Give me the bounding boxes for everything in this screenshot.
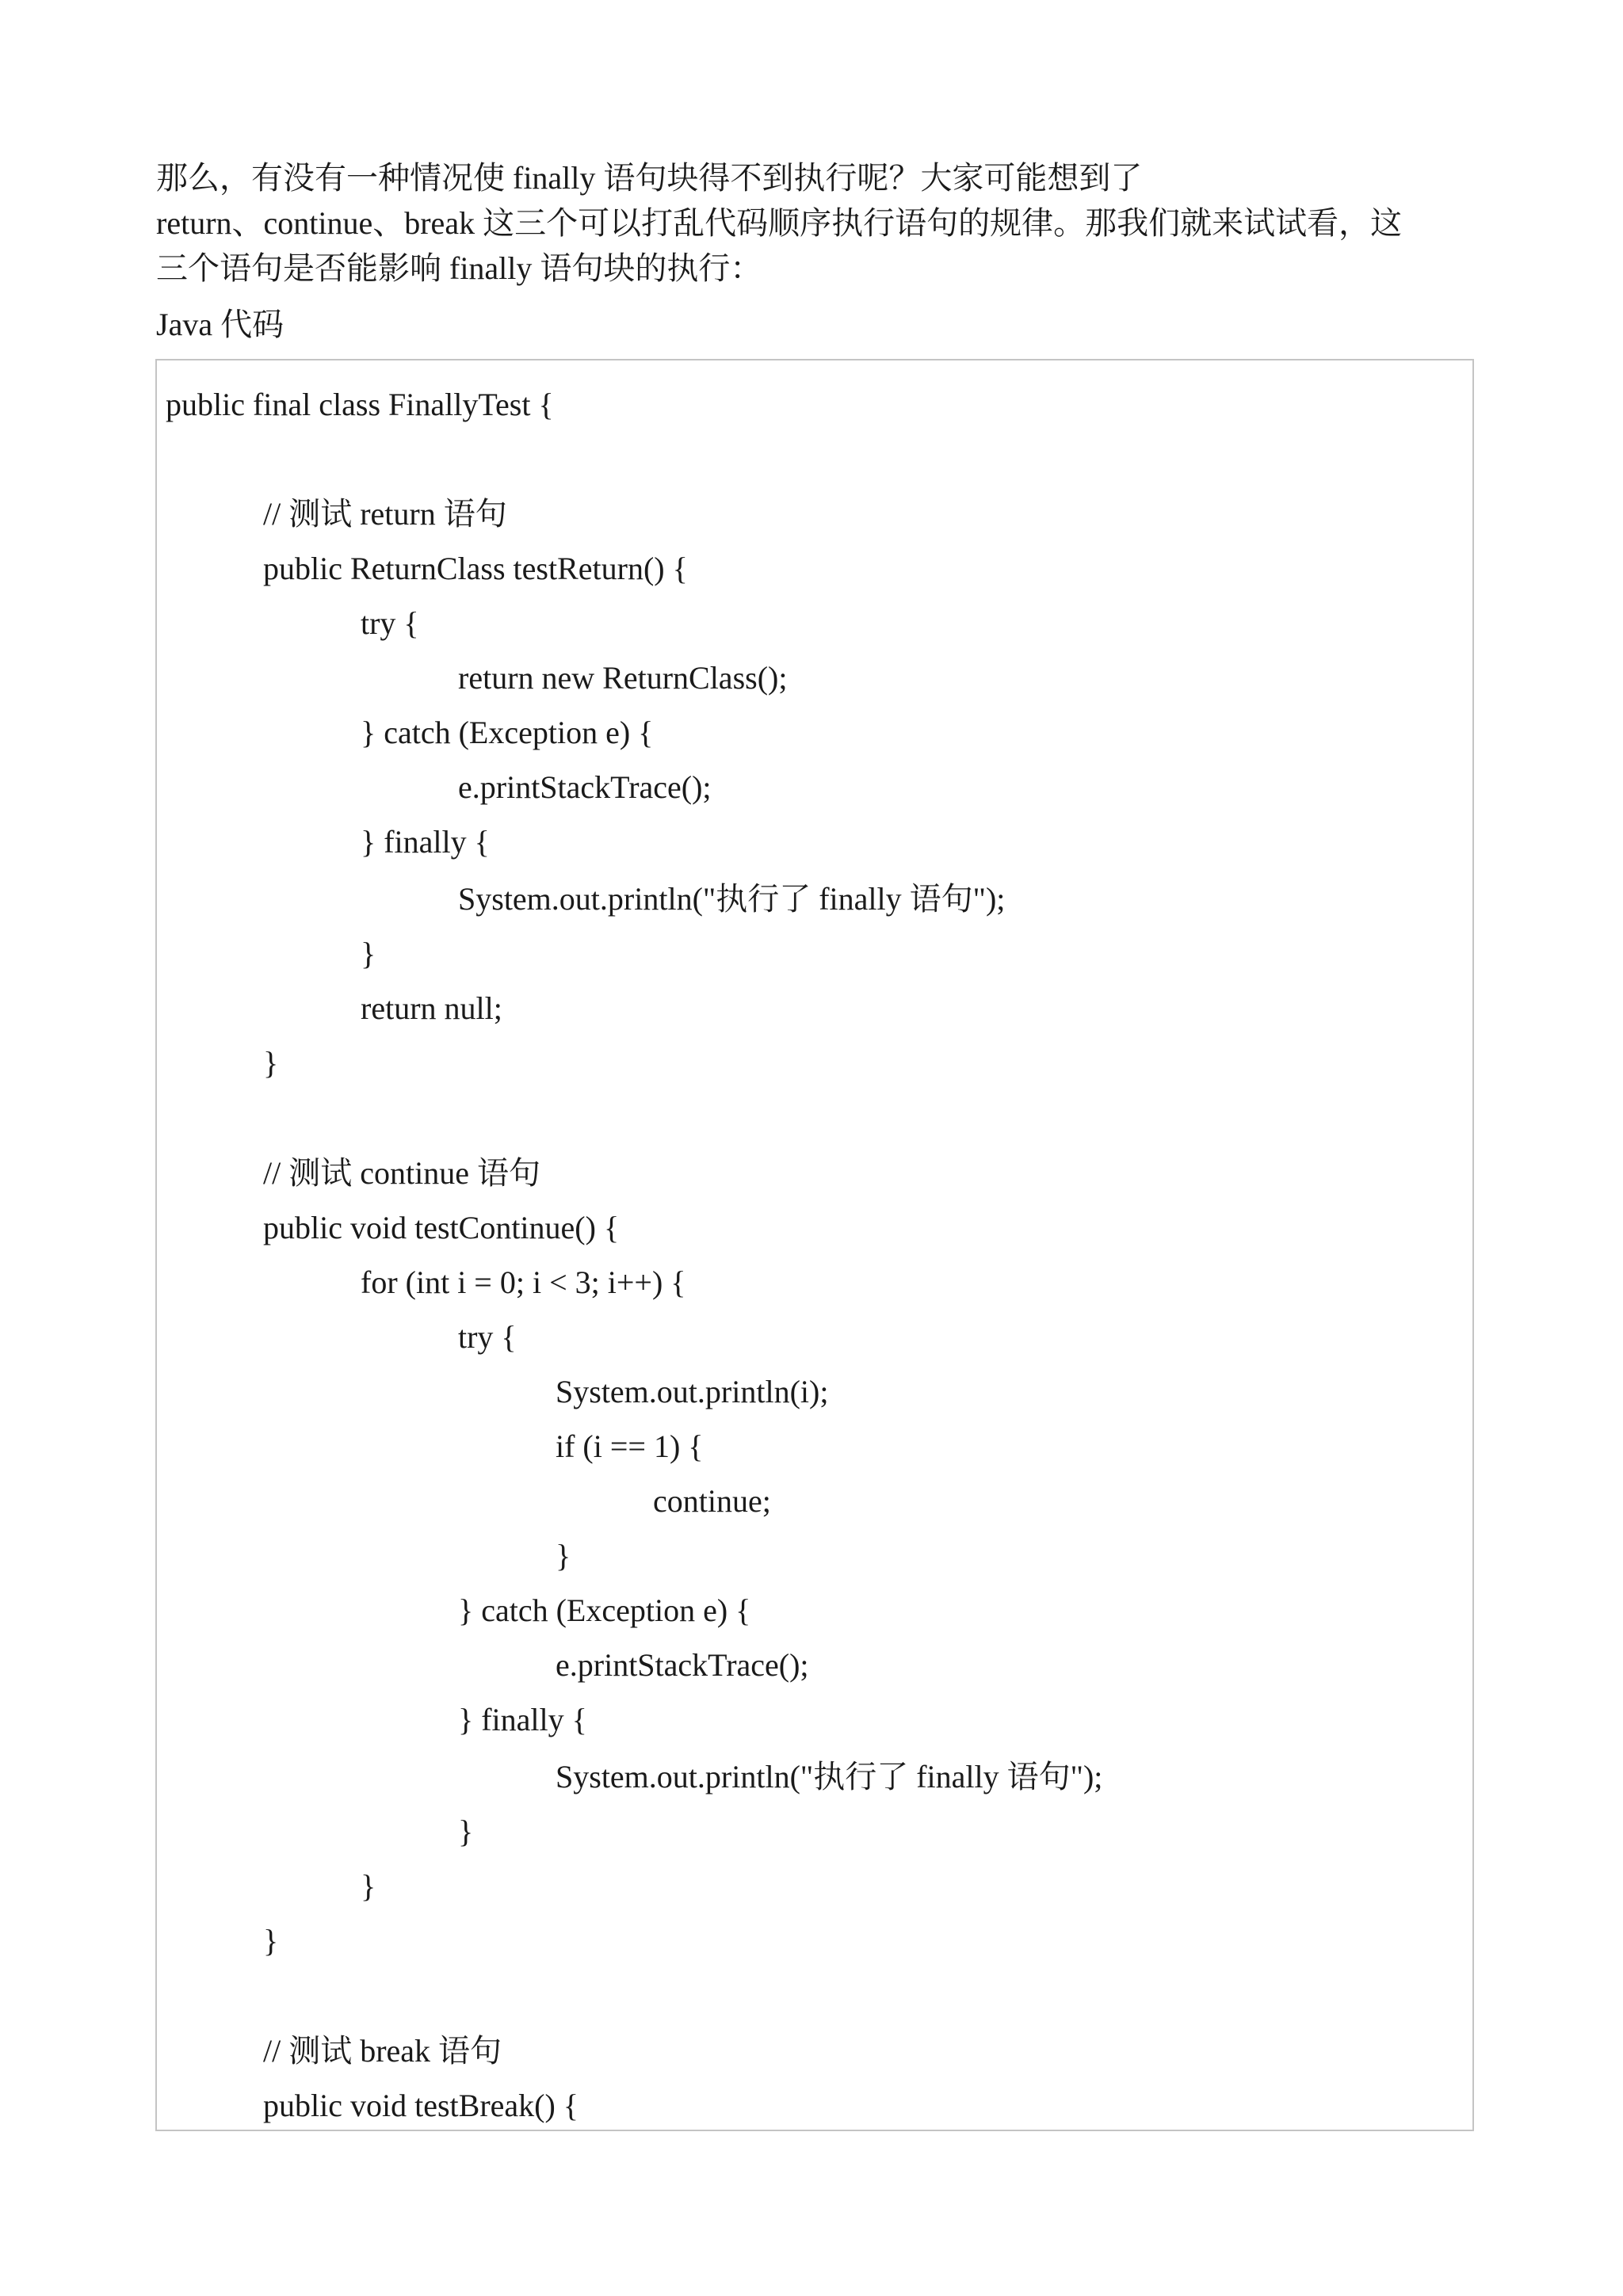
code-line: // 测试 return 语句 <box>263 496 507 532</box>
code-line: // 测试 break 语句 <box>263 2033 502 2069</box>
code-line: System.out.println("执行了 finally 语句"); <box>556 1759 1103 1794</box>
code-line: for (int i = 0; i < 3; i++) { <box>361 1264 686 1300</box>
code-line: } catch (Exception e) { <box>458 1592 751 1628</box>
code-line: System.out.println("执行了 finally 语句"); <box>458 881 1006 917</box>
code-line: } <box>556 1538 571 1573</box>
code-line: } catch (Exception e) { <box>361 715 654 750</box>
code-line: public ReturnClass testReturn() { <box>263 551 688 586</box>
code-line: // 测试 continue 语句 <box>263 1155 540 1191</box>
intro-line: 三个语句是否能影响 finally 语句块的执行： <box>156 250 762 286</box>
code-line: } <box>361 936 376 971</box>
code-line: } finally { <box>458 1702 587 1737</box>
code-line: public void testContinue() { <box>263 1210 620 1245</box>
code-block <box>155 359 1474 2131</box>
code-line: System.out.println(i); <box>556 1374 829 1409</box>
code-line: try { <box>458 1319 517 1355</box>
code-line: try { <box>361 605 419 641</box>
code-line: public void testBreak() { <box>263 2088 579 2123</box>
code-line: } <box>458 1814 474 1849</box>
code-caption: Java 代码 <box>156 307 285 342</box>
code-line: public final class FinallyTest { <box>166 387 554 422</box>
code-line: } <box>263 1923 279 1958</box>
intro-line: 那么，有没有一种情况使 finally 语句块得不到执行呢？大家可能想到了 <box>156 160 1143 196</box>
intro-paragraph <box>156 155 1487 291</box>
code-line: e.printStackTrace(); <box>556 1647 809 1683</box>
code-line: continue; <box>653 1483 771 1519</box>
code-line: if (i == 1) { <box>556 1428 704 1464</box>
intro-line: return、continue、break 这三个可以打乱代码顺序执行语句的规律。那我们就来试试看，这 <box>156 205 1403 241</box>
code-line: return null; <box>361 990 502 1026</box>
code-line: } <box>361 1868 376 1904</box>
code-line: } <box>263 1045 279 1081</box>
code-line: } finally { <box>361 824 490 860</box>
code-line: e.printStackTrace(); <box>458 769 712 805</box>
code-line: return new ReturnClass(); <box>458 660 788 696</box>
